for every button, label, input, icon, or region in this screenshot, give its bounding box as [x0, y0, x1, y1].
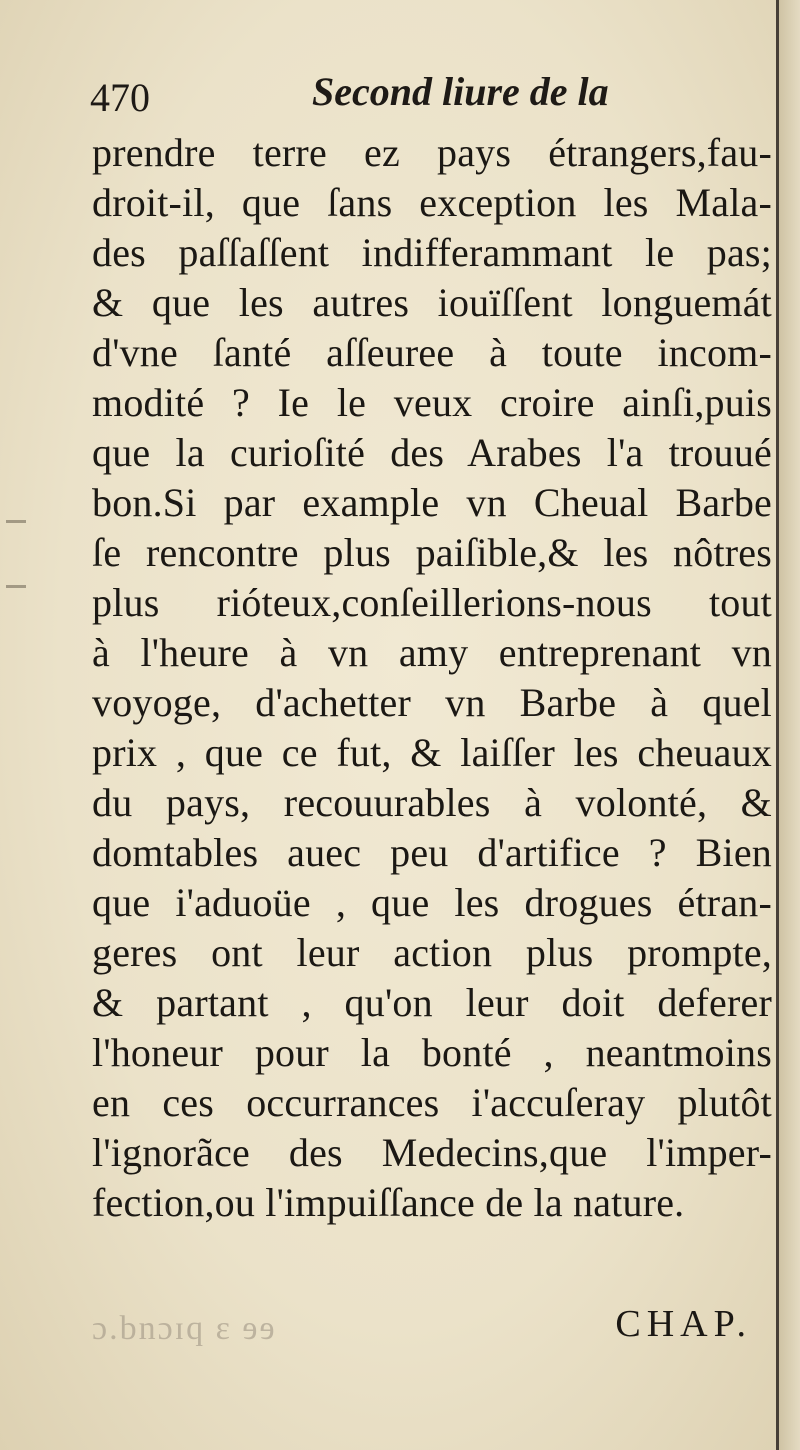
text-line: & que les autres iouïſſent longuemát	[92, 280, 772, 325]
text-line: en ces occurrances i'accuſeray plutôt	[92, 1080, 772, 1125]
body-text	[92, 128, 772, 1228]
text-line: fection,ou l'impuiſſance de la nature.	[92, 1180, 685, 1225]
text-line: que i'aduoüe , que les drogues étran-	[92, 880, 772, 925]
text-line: à l'heure à vn amy entreprenant vn	[92, 630, 772, 675]
text-line: & partant , qu'on leur doit deferer	[92, 980, 772, 1025]
text-line: d'vne ſanté aſſeuree à toute incom-	[92, 330, 772, 375]
page-number: 470	[90, 75, 150, 120]
text-line: domtables auec peu d'artifice ? Bien	[92, 830, 772, 875]
text-line: ſe rencontre plus paiſible,& les nôtres	[92, 530, 772, 575]
page-header	[90, 68, 710, 128]
text-line: plus rióteux,conſeillerions-nous tout	[92, 580, 772, 625]
text-line: des paſſaſſent indifferammant le pas;	[92, 230, 772, 275]
text-line: que la curioſité des Arabes l'a trouué	[92, 430, 772, 475]
catchword: CHAP.	[615, 1303, 752, 1345]
text-line: prendre terre ez pays étrangers,fau-	[92, 130, 772, 175]
margin-tick	[6, 520, 26, 523]
text-line: voyoge, d'achetter vn Barbe à quel	[92, 680, 772, 725]
text-line: bon.Si par example vn Cheual Barbe	[92, 480, 772, 525]
text-line: l'honeur pour la bonté , neantmoins	[92, 1030, 772, 1075]
bleed-through-text: ɔ.bnɔɪq ɛ ɘɘ	[92, 1310, 277, 1347]
text-line: du pays, recouurables à volonté, &	[92, 780, 772, 825]
text-line: droit-il, que ſans exception les Mala-	[92, 180, 772, 225]
page-gutter	[779, 0, 800, 1450]
text-line: prix , que ce fut, & laiſſer les cheuaux	[92, 730, 772, 775]
left-margin-marks	[0, 0, 40, 1450]
text-line: geres ont leur action plus prompte,	[92, 930, 772, 975]
margin-tick	[6, 585, 26, 588]
text-line: modité ? Ie le veux croire ainſi,puis	[92, 380, 772, 425]
running-head: Second liure de la	[312, 69, 609, 114]
page-footer	[92, 1302, 752, 1352]
text-line: l'ignorãce des Medecins,que l'imper-	[92, 1130, 772, 1175]
